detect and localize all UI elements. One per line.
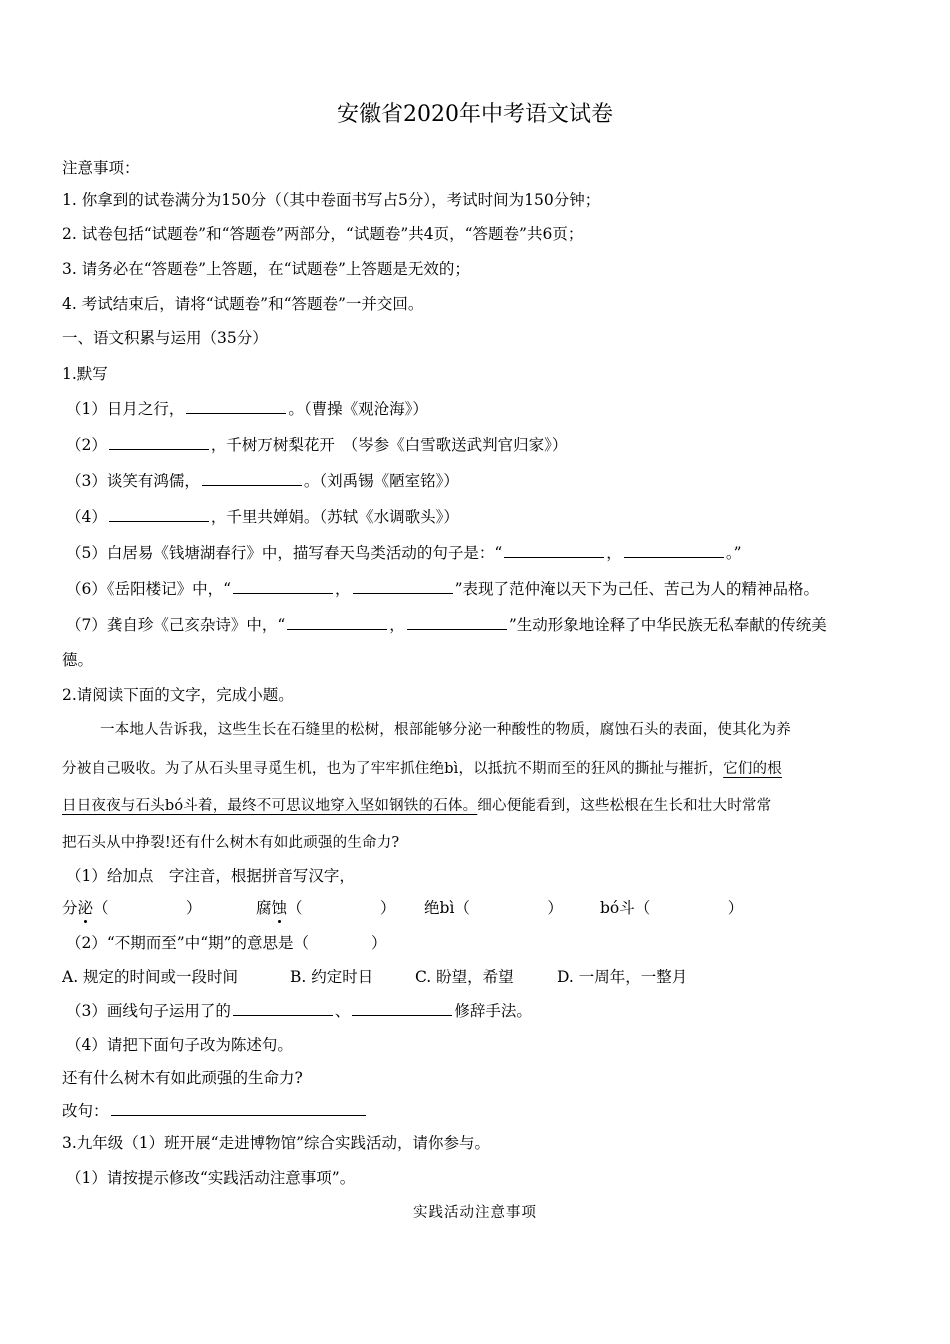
passage-line-3: 日日夜夜与石头bó斗着，最终不可思议地穿入坚如钢铁的石体。细心便能看到，这些松根在生长和壮大时常常 bbox=[62, 798, 772, 814]
option-d[interactable]: D. 一周年，一整月 bbox=[557, 968, 688, 986]
q1-item-4: （4） ，千里共婵娟。（苏轼《水调歌头》） bbox=[66, 508, 459, 526]
answer-blank[interactable] bbox=[233, 578, 333, 594]
q2-sub4-heading: （4）请把下面句子改为陈述句。 bbox=[66, 1036, 293, 1054]
q2-sub1-item-3: 绝bì（ ） bbox=[424, 899, 563, 917]
answer-blank[interactable] bbox=[504, 542, 604, 558]
q2-sub4-answer: 改句： bbox=[62, 1100, 368, 1121]
notice-item-2: 2. 试卷包括“试题卷”和“答题卷”两部分，“试题卷”共4页，“答题卷”共6页； bbox=[62, 225, 584, 243]
answer-blank[interactable] bbox=[186, 398, 286, 414]
q3-sub1: （1）请按提示修改“实践活动注意事项”。 bbox=[66, 1169, 356, 1187]
section-1-heading: 一、语文积累与运用（35分） bbox=[62, 329, 268, 347]
q2-sub1-heading: （1）给加点 字注音，根据拼音写汉字， bbox=[66, 867, 355, 885]
answer-blank[interactable] bbox=[624, 542, 724, 558]
option-b[interactable]: B. 约定时日 bbox=[290, 968, 374, 986]
option-a[interactable]: A. 规定的时间或一段时间 bbox=[62, 968, 239, 986]
question-1-heading: 1.默写 bbox=[62, 365, 108, 383]
answer-blank[interactable] bbox=[353, 578, 453, 594]
q2-sub2-heading: （2）“不期而至”中“期”的意思是（ ） bbox=[66, 934, 387, 952]
dotted-char: 泌 bbox=[77, 899, 94, 917]
option-c[interactable]: C. 盼望，希望 bbox=[415, 968, 514, 986]
answer-blank[interactable] bbox=[233, 1000, 333, 1016]
passage-line-4: 把石头从中挣裂!还有什么树木有如此顽强的生命力? bbox=[62, 835, 400, 851]
underlined-sentence: 日日夜夜与石头bó斗着，最终不可思议地穿入坚如钢铁的石体。 bbox=[62, 798, 478, 814]
q2-sub4-sentence: 还有什么树木有如此顽强的生命力? bbox=[62, 1069, 303, 1087]
q2-sub1-item-4: bó斗（ ） bbox=[600, 899, 744, 917]
answer-blank[interactable] bbox=[352, 1000, 452, 1016]
notice-item-4: 4. 考试结束后，请将“试题卷”和“答题卷”一并交回。 bbox=[62, 295, 424, 313]
answer-blank[interactable] bbox=[407, 614, 507, 630]
q1-item-7-cont: 德。 bbox=[62, 651, 94, 669]
q2-sub1-item-2: 腐蚀（ ） bbox=[256, 899, 396, 917]
q2-sub3: （3）画线句子运用了的 、 修辞手法。 bbox=[66, 1002, 532, 1020]
answer-blank[interactable] bbox=[109, 434, 209, 450]
notice-heading: 注意事项： bbox=[62, 159, 140, 177]
q2-sub1-item-1: 分泌（ ） bbox=[62, 899, 202, 917]
notice-item-1: 1. 你拿到的试卷满分为150分（（其中卷面书写占5分），考试时间为150分钟； bbox=[62, 191, 601, 209]
q1-item-1: （1）日月之行， 。（曹操《观沧海》） bbox=[66, 400, 428, 418]
q1-item-7: （7）龚自珍《己亥杂诗》中，“ ， ”生动形象地诠释了中华民族无私奉献的传统美 bbox=[66, 616, 827, 634]
notice-item-3: 3. 请务必在“答题卷”上答题，在“试题卷”上答题是无效的； bbox=[62, 260, 470, 278]
question-2-heading: 2.请阅读下面的文字，完成小题。 bbox=[62, 686, 294, 704]
q1-item-5: （5）白居易《钱塘湖春行》中，描写春天鸟类活动的句子是：“ ， 。” bbox=[66, 544, 742, 562]
passage-line-1: 一本地人告诉我，这些生长在石缝里的松树，根部能够分泌一种酸性的物质，腐蚀石头的表面，使其化为养 bbox=[100, 722, 791, 738]
q1-item-3: （3）谈笑有鸿儒， 。（刘禹锡《陋室铭》） bbox=[66, 472, 459, 490]
underlined-sentence: 它们的根 bbox=[723, 761, 782, 777]
answer-blank[interactable] bbox=[202, 470, 302, 486]
question-3-heading: 3.九年级（1）班开展“走进博物馆”综合实践活动，请你参与。 bbox=[62, 1134, 491, 1152]
q1-item-2: （2） ，千树万树梨花开 （岑参《白雪歌送武判官归家》） bbox=[66, 436, 568, 454]
dotted-char: 蚀 bbox=[271, 899, 288, 917]
answer-blank[interactable] bbox=[109, 506, 209, 522]
page-title: 安徽省2020年中考语文试卷 bbox=[337, 102, 613, 127]
answer-blank[interactable] bbox=[287, 614, 387, 630]
passage-line-2: 分被自己吸收。为了从石头里寻觅生机，也为了牢牢抓住绝bì，以抵抗不期而至的狂风的撕扯与摧折，它们的根 bbox=[62, 761, 782, 777]
answer-blank[interactable] bbox=[111, 1100, 366, 1116]
activity-notice-heading: 实践活动注意事项 bbox=[413, 1205, 537, 1221]
q1-item-6: （6）《岳阳楼记》中，“ ， ”表现了范仲淹以天下为己任、苦己为人的精神品格。 bbox=[66, 580, 819, 598]
